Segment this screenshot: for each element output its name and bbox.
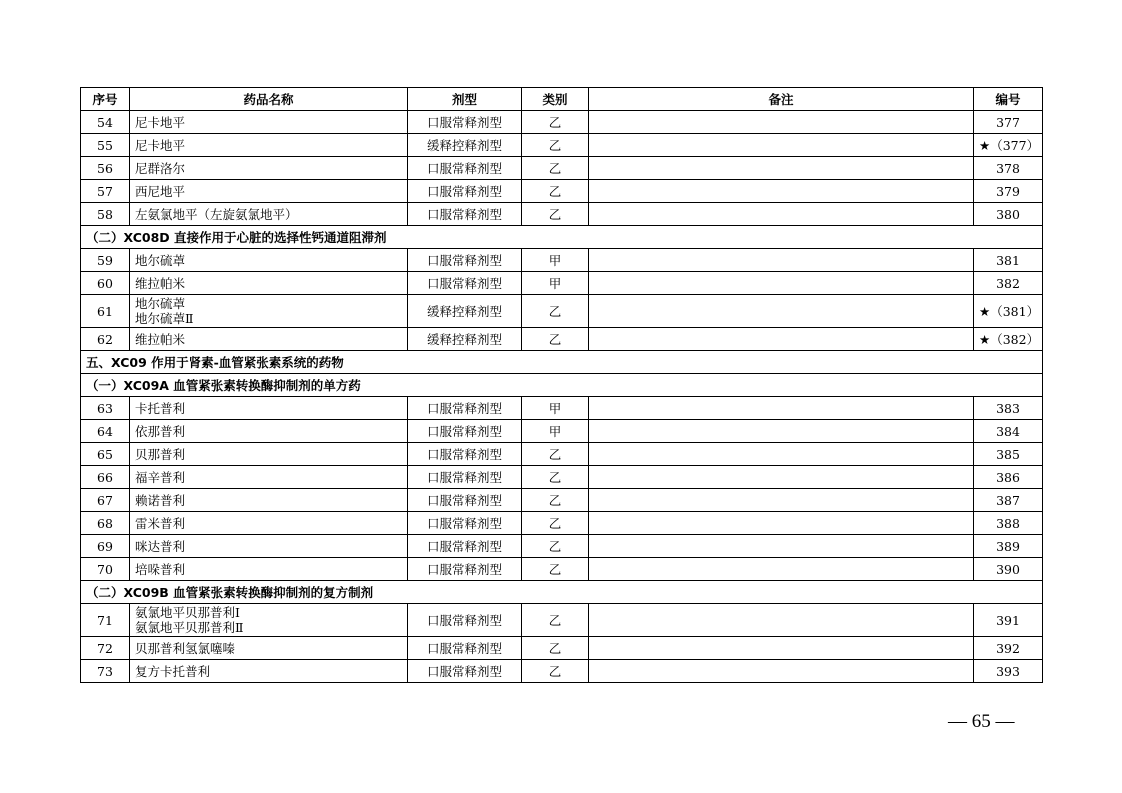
cell-remarks: [589, 489, 974, 512]
cell-dosage-form: 口服常释剂型: [408, 512, 522, 535]
section-row: [81, 374, 1043, 397]
cell-remarks: [589, 134, 974, 157]
table-row: [81, 489, 1043, 512]
section-row: [81, 226, 1043, 249]
cell-no: 69: [81, 535, 130, 558]
drug-name-line: 贝那普利: [135, 446, 186, 462]
cell-remarks: [589, 328, 974, 351]
cell-no: 63: [81, 397, 130, 420]
cell-dosage-form: 缓释控释剂型: [408, 295, 522, 328]
cell-dosage-form: 口服常释剂型: [408, 489, 522, 512]
cell-category: 乙: [522, 489, 589, 512]
cell-no: 64: [81, 420, 130, 443]
drug-name-line: 雷米普利: [135, 515, 186, 531]
drug-name-line: 尼群洛尔: [135, 160, 186, 176]
cell-dosage-form: 口服常释剂型: [408, 660, 522, 683]
cell-no: 61: [81, 295, 130, 328]
table-row: [81, 295, 1043, 328]
header-code: 编号: [974, 88, 1043, 111]
cell-no: 62: [81, 328, 130, 351]
cell-code: 378: [974, 157, 1043, 180]
cell-dosage-form: 口服常释剂型: [408, 203, 522, 226]
drug-name-line: 地尔硫䓬Ⅱ: [135, 311, 194, 326]
cell-category: 乙: [522, 443, 589, 466]
cell-code: 382: [974, 272, 1043, 295]
cell-remarks: [589, 512, 974, 535]
drug-name-line: 地尔硫䓬: [135, 296, 186, 311]
drug-name-line: 赖诺普利: [135, 492, 186, 508]
cell-code: ★（382）: [974, 328, 1043, 351]
cell-category: 乙: [522, 637, 589, 660]
drug-name-line: 尼卡地平: [135, 114, 186, 130]
cell-drug-name: [130, 134, 408, 157]
cell-no: 59: [81, 249, 130, 272]
cell-category: 乙: [522, 295, 589, 328]
table-body: [81, 111, 1043, 683]
drug-name-line: 左氨氯地平（左旋氨氯地平）: [135, 206, 298, 222]
table-row: [81, 203, 1043, 226]
cell-code: 377: [974, 111, 1043, 134]
cell-category: 甲: [522, 420, 589, 443]
cell-category: 乙: [522, 466, 589, 489]
cell-code: 387: [974, 489, 1043, 512]
table-row: [81, 249, 1043, 272]
cell-code: 383: [974, 397, 1043, 420]
section-row: [81, 581, 1043, 604]
cell-dosage-form: 口服常释剂型: [408, 466, 522, 489]
cell-no: 65: [81, 443, 130, 466]
header-remarks: 备注: [589, 88, 974, 111]
cell-drug-name: [130, 203, 408, 226]
cell-code: 389: [974, 535, 1043, 558]
cell-dosage-form: 口服常释剂型: [408, 397, 522, 420]
cell-category: 甲: [522, 249, 589, 272]
cell-code: 388: [974, 512, 1043, 535]
cell-drug-name: [130, 443, 408, 466]
table-row: [81, 180, 1043, 203]
header-dosage-form: 剂型: [408, 88, 522, 111]
cell-remarks: [589, 535, 974, 558]
drug-name-line: 依那普利: [135, 423, 186, 439]
cell-category: 乙: [522, 203, 589, 226]
cell-no: 68: [81, 512, 130, 535]
cell-category: 乙: [522, 512, 589, 535]
cell-remarks: [589, 420, 974, 443]
table-row: [81, 157, 1043, 180]
cell-category: 乙: [522, 558, 589, 581]
cell-drug-name: [130, 512, 408, 535]
cell-no: 73: [81, 660, 130, 683]
cell-drug-name: [130, 249, 408, 272]
cell-category: 乙: [522, 157, 589, 180]
table-row: [81, 111, 1043, 134]
cell-drug-name: [130, 157, 408, 180]
page-number: — 65 —: [948, 711, 1015, 732]
cell-no: 72: [81, 637, 130, 660]
cell-drug-name: [130, 180, 408, 203]
cell-remarks: [589, 443, 974, 466]
drug-list-table: [80, 87, 1043, 683]
cell-drug-name: [130, 420, 408, 443]
cell-dosage-form: 口服常释剂型: [408, 249, 522, 272]
cell-dosage-form: 口服常释剂型: [408, 157, 522, 180]
cell-remarks: [589, 660, 974, 683]
header-no: 序号: [81, 88, 130, 111]
table-header-row: [81, 88, 1043, 111]
cell-no: 57: [81, 180, 130, 203]
cell-dosage-form: 缓释控释剂型: [408, 134, 522, 157]
cell-dosage-form: 口服常释剂型: [408, 443, 522, 466]
cell-code: 386: [974, 466, 1043, 489]
cell-no: 67: [81, 489, 130, 512]
cell-dosage-form: 口服常释剂型: [408, 180, 522, 203]
cell-code: 385: [974, 443, 1043, 466]
cell-category: 乙: [522, 180, 589, 203]
cell-category: 乙: [522, 604, 589, 637]
cell-no: 54: [81, 111, 130, 134]
cell-drug-name: [130, 328, 408, 351]
section-row: [81, 351, 1043, 374]
cell-code: 379: [974, 180, 1043, 203]
cell-dosage-form: 口服常释剂型: [408, 272, 522, 295]
cell-code: 384: [974, 420, 1043, 443]
cell-dosage-form: 口服常释剂型: [408, 558, 522, 581]
cell-dosage-form: 口服常释剂型: [408, 111, 522, 134]
cell-drug-name: [130, 397, 408, 420]
cell-code: 381: [974, 249, 1043, 272]
cell-drug-name: [130, 637, 408, 660]
cell-category: 乙: [522, 660, 589, 683]
cell-code: ★（381）: [974, 295, 1043, 328]
cell-category: 乙: [522, 328, 589, 351]
cell-no: 71: [81, 604, 130, 637]
cell-drug-name: [130, 295, 408, 328]
drug-name-line: 维拉帕米: [135, 331, 186, 347]
table-row: [81, 420, 1043, 443]
cell-remarks: [589, 604, 974, 637]
table-row: [81, 134, 1043, 157]
drug-name-line: 尼卡地平: [135, 137, 186, 153]
cell-drug-name: [130, 489, 408, 512]
cell-remarks: [589, 203, 974, 226]
cell-no: 66: [81, 466, 130, 489]
drug-name-line: 卡托普利: [135, 400, 186, 416]
cell-no: 56: [81, 157, 130, 180]
cell-category: 乙: [522, 535, 589, 558]
table-row: [81, 328, 1043, 351]
table-row: [81, 272, 1043, 295]
cell-remarks: [589, 397, 974, 420]
cell-drug-name: [130, 466, 408, 489]
table-row: [81, 604, 1043, 637]
drug-name-line: 咪达普利: [135, 538, 186, 554]
cell-dosage-form: 口服常释剂型: [408, 420, 522, 443]
cell-no: 55: [81, 134, 130, 157]
cell-code: 390: [974, 558, 1043, 581]
cell-dosage-form: 口服常释剂型: [408, 637, 522, 660]
cell-remarks: [589, 466, 974, 489]
cell-dosage-form: 口服常释剂型: [408, 535, 522, 558]
cell-no: 60: [81, 272, 130, 295]
cell-category: 甲: [522, 397, 589, 420]
section-heading: 五、XC09 作用于肾素-血管紧张素系统的药物: [81, 351, 1043, 374]
cell-no: 58: [81, 203, 130, 226]
cell-remarks: [589, 558, 974, 581]
cell-remarks: [589, 272, 974, 295]
cell-drug-name: [130, 558, 408, 581]
cell-drug-name: [130, 535, 408, 558]
cell-dosage-form: 缓释控释剂型: [408, 328, 522, 351]
cell-category: 甲: [522, 272, 589, 295]
cell-remarks: [589, 157, 974, 180]
drug-name-line: 氨氯地平贝那普利Ⅱ: [135, 620, 244, 635]
cell-drug-name: [130, 272, 408, 295]
cell-no: 70: [81, 558, 130, 581]
table-row: [81, 558, 1043, 581]
table-row: [81, 443, 1043, 466]
drug-name-line: 氨氯地平贝那普利Ⅰ: [135, 605, 240, 620]
cell-drug-name: [130, 660, 408, 683]
cell-drug-name: [130, 111, 408, 134]
drug-name-line: 贝那普利氢氯噻嗪: [135, 640, 236, 656]
section-heading: （一）XC09A 血管紧张素转换酶抑制剂的单方药: [81, 374, 1043, 397]
cell-category: 乙: [522, 134, 589, 157]
drug-name-line: 维拉帕米: [135, 275, 186, 291]
cell-dosage-form: 口服常释剂型: [408, 604, 522, 637]
cell-remarks: [589, 111, 974, 134]
cell-code: ★（377）: [974, 134, 1043, 157]
table-row: [81, 397, 1043, 420]
drug-name-line: 复方卡托普利: [135, 663, 211, 679]
cell-code: 392: [974, 637, 1043, 660]
cell-remarks: [589, 295, 974, 328]
drug-name-line: 福辛普利: [135, 469, 186, 485]
cell-code: 380: [974, 203, 1043, 226]
cell-code: 393: [974, 660, 1043, 683]
table-row: [81, 466, 1043, 489]
header-category: 类别: [522, 88, 589, 111]
cell-remarks: [589, 180, 974, 203]
table-row: [81, 512, 1043, 535]
drug-name-line: 西尼地平: [135, 183, 186, 199]
section-heading: （二）XC09B 血管紧张素转换酶抑制剂的复方制剂: [81, 581, 1043, 604]
table-row: [81, 660, 1043, 683]
drug-name-line: 培哚普利: [135, 561, 186, 577]
cell-remarks: [589, 637, 974, 660]
section-heading: （二）XC08D 直接作用于心脏的选择性钙通道阻滞剂: [81, 226, 1043, 249]
cell-category: 乙: [522, 111, 589, 134]
cell-code: 391: [974, 604, 1043, 637]
drug-name-line: 地尔硫䓬: [135, 252, 186, 268]
cell-drug-name: [130, 604, 408, 637]
table-row: [81, 637, 1043, 660]
table-row: [81, 535, 1043, 558]
header-drug-name: 药品名称: [130, 88, 408, 111]
cell-remarks: [589, 249, 974, 272]
